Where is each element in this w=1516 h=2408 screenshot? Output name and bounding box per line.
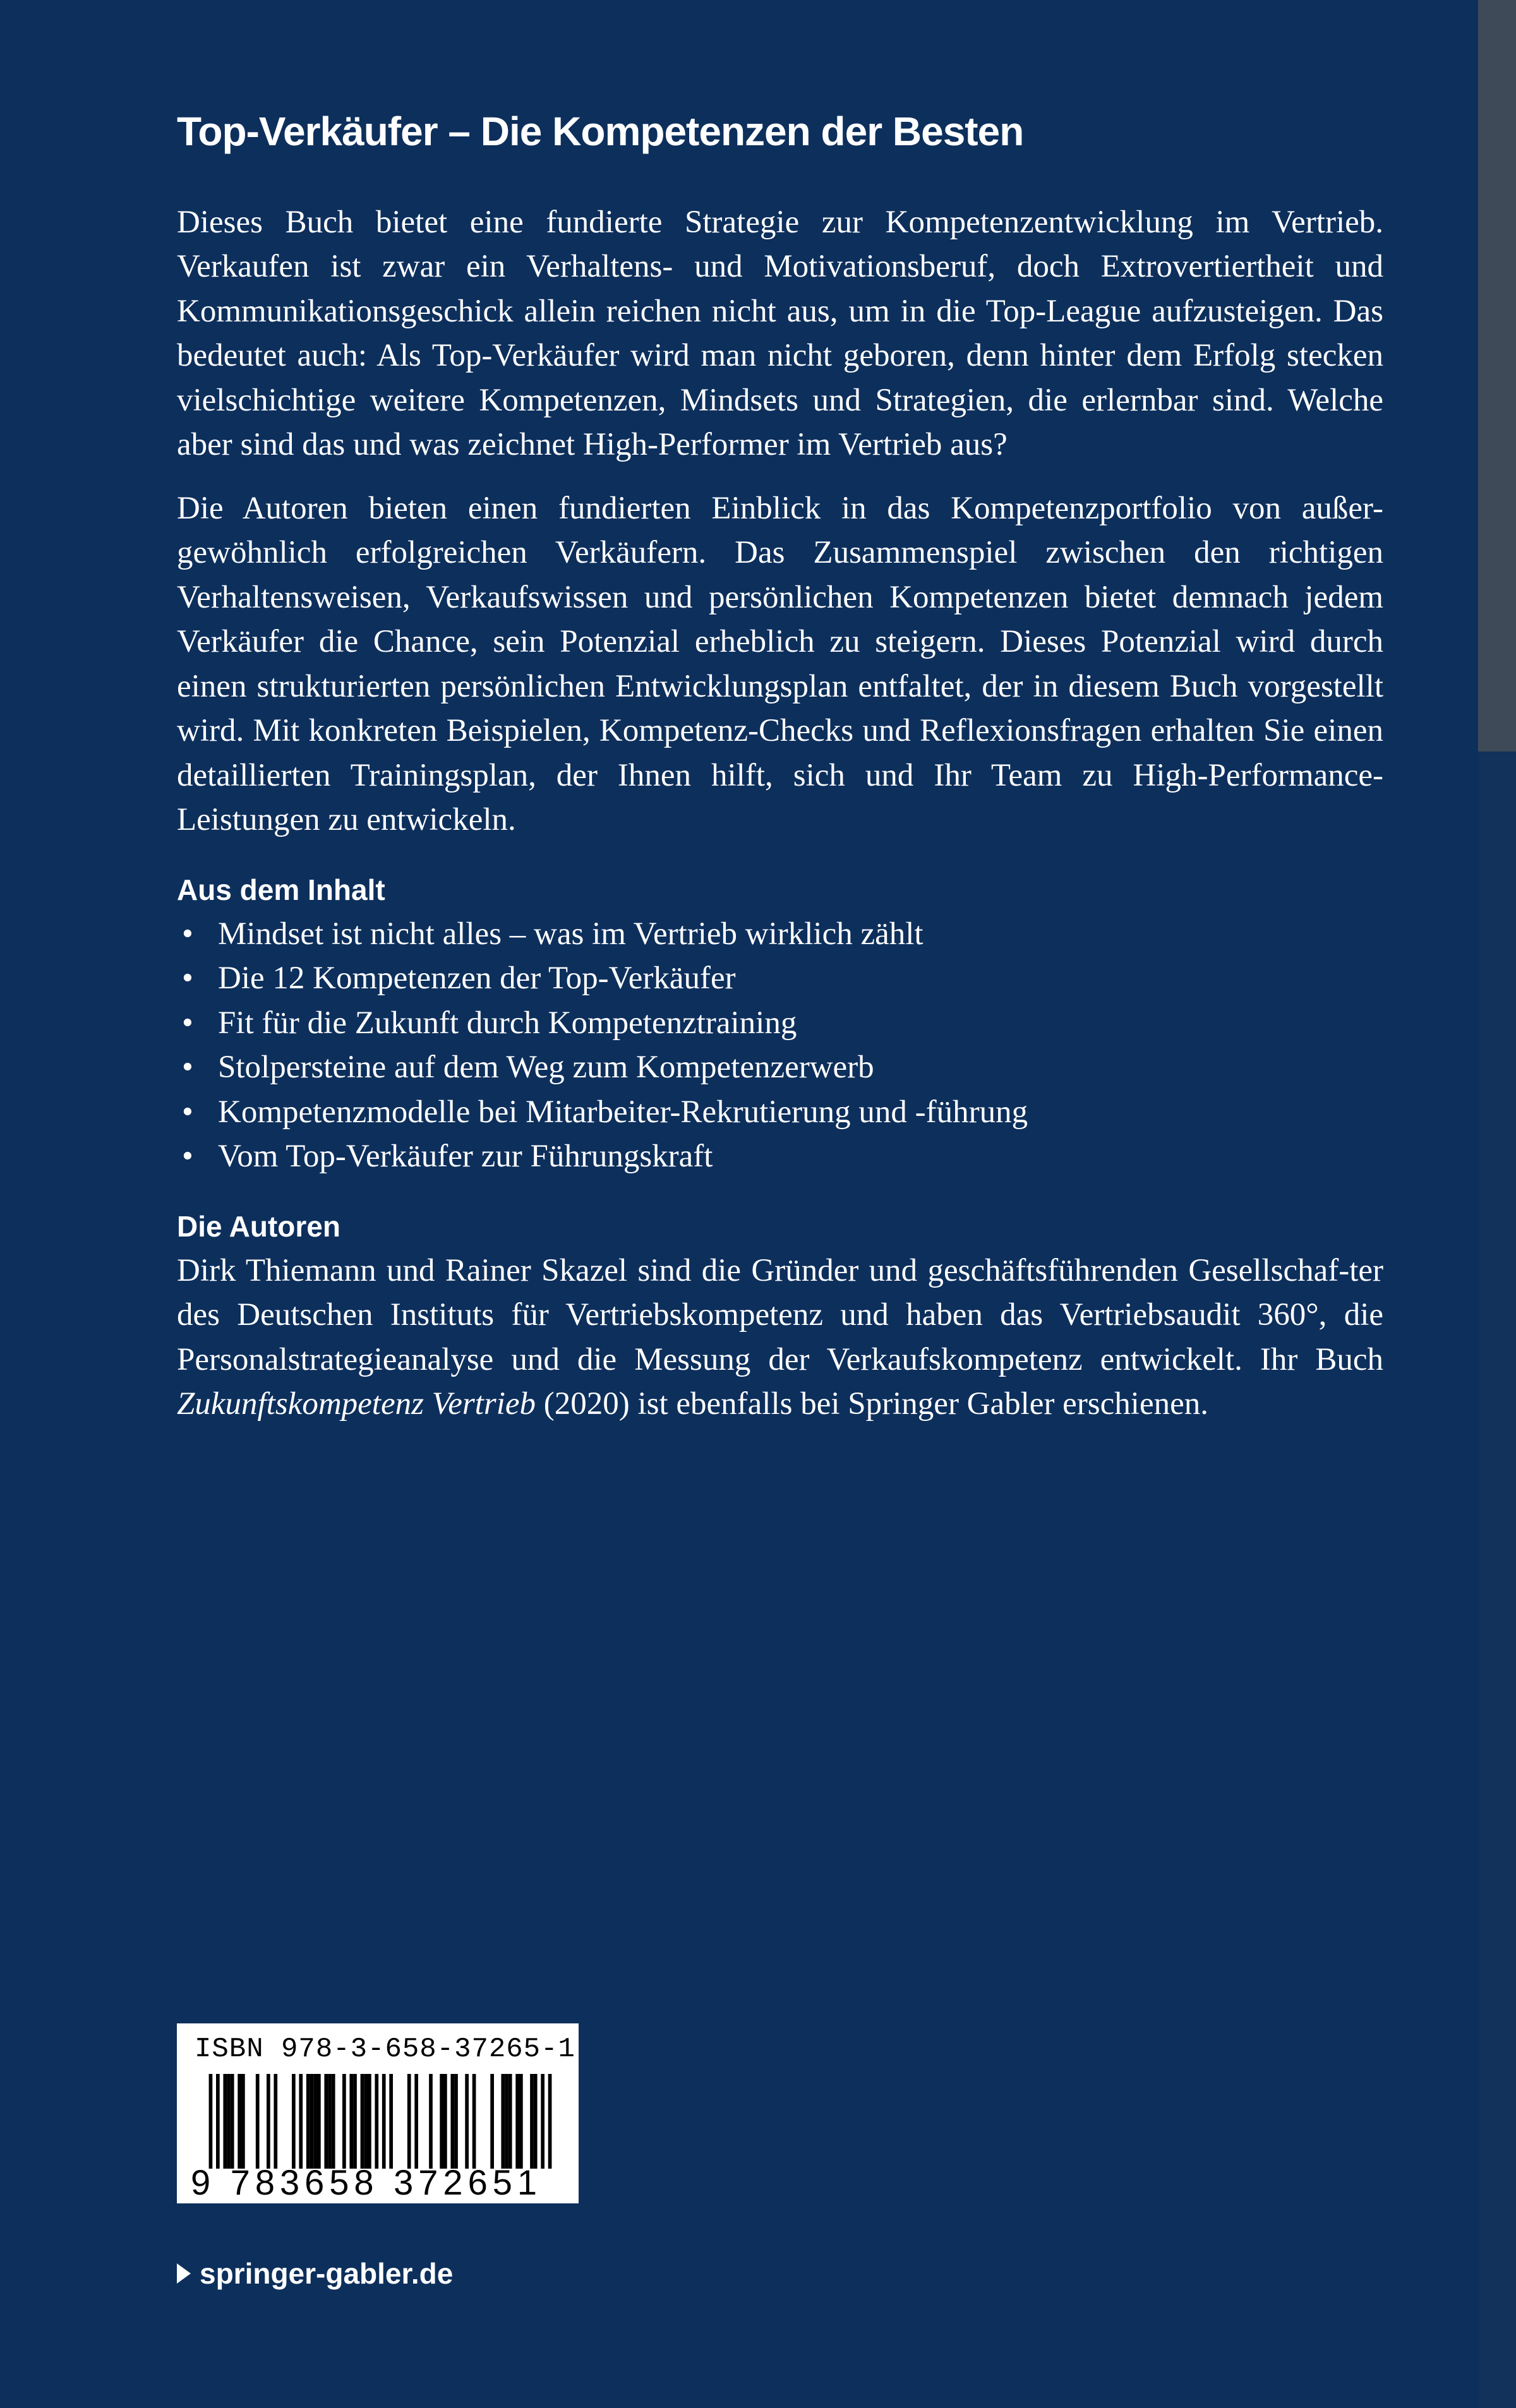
spine-edge-strip-lower	[1478, 752, 1516, 2408]
barcode-bar	[267, 2074, 270, 2169]
contents-heading: Aus dem Inhalt	[177, 873, 385, 906]
isbn-barcode-box	[177, 2023, 579, 2203]
barcode-bar	[342, 2074, 346, 2169]
barcode-bar	[209, 2074, 213, 2169]
barcode-bar	[256, 2074, 260, 2169]
barcode-bar	[530, 2074, 534, 2169]
barcode-bar	[310, 2074, 314, 2169]
barcode-bar	[317, 2074, 321, 2169]
barcode-bar	[508, 2074, 512, 2169]
intro-paragraph-2: Die Autoren bieten einen fundierten Einblick in das Kompetenzportfolio von außer-gewöhnlich erfolgreichen Verkäufern. Das Zusammenspiel zwischen den richtigen Verhaltensweisen, Verkaufswissen und persönlichen Kompetenzen bietet demnach jedem Verkäufer die Chance, sein Potenzial erheblich zu steigern. Dieses Potenzial wird durch einen strukturierten persönlichen Entwicklungsplan entfaltet, der in diesem Buch vorgestellt wird. Mit konkreten Beispielen, Kompetenz-Checks und Reflexionsfragen erhalten Sie einen detaillierten Trainingsplan, der Ihnen hilft, sich und Ihr Team zu High-Performance-Leistungen zu entwickeln.	[177, 490, 1383, 838]
barcode-bar	[241, 2074, 245, 2169]
barcode-bar	[324, 2074, 328, 2169]
barcode-bar	[465, 2074, 469, 2169]
barcode-bar	[375, 2074, 378, 2169]
barcode-bar	[292, 2074, 296, 2169]
list-item: • Kompetenzmodelle bei Mitarbeiter-Rekrutierung und -führung	[177, 1090, 1383, 1135]
barcode-bar	[306, 2074, 310, 2169]
barcode-bar	[407, 2074, 411, 2169]
barcode-bar	[382, 2074, 386, 2169]
barcode-bar	[429, 2074, 433, 2169]
list-item: • Die 12 Kompetenzen der Top-Verkäufer	[177, 956, 1383, 1001]
referenced-book-title: Zukunftskompetenz Vertrieb	[177, 1386, 536, 1422]
barcode-bar	[454, 2074, 458, 2169]
intro-paragraph-1: Dieses Buch bietet eine fundierte Strategie zur Kompetenzentwicklung im Vertrieb. Verkaufen ist zwar ein Verhaltens- und Motivationsberuf, doch Extrovertiertheit und Kommunikationsgeschick allein reichen nicht aus, um in die Top-League aufzusteigen. Das bedeutet auch: Als Top-Verkäufer wird man nicht geboren, denn hinter dem Erfolg stecken vielschichtige weitere Kompetenzen, Mindsets und Strategien, die erlernbar sind. Welche aber sind das und was zeichnet High-Performer im Vertrieb aus?	[177, 204, 1383, 463]
authors-paragraph: Dirk Thiemann und Rainer Skazel sind die Gründer und geschäftsführenden Gesellschaf-ter des Deutschen Instituts für Vertriebskompetenz und haben das Vertriebsaudit 360°, die Personalstrategieanalyse und die Messung der Verkaufskompetenz entwickelt. Ihr Buch Zukunftskompetenz Vertrieb (2020) ist ebenfalls bei Springer Gabler erschienen.	[177, 1252, 1383, 1422]
list-item: • Fit für die Zukunft durch Kompetenztraining	[177, 1001, 1383, 1046]
bullet-icon: •	[182, 1139, 193, 1175]
bullet-icon: •	[182, 1050, 193, 1086]
barcode-bar	[216, 2074, 220, 2169]
barcode-bar	[548, 2074, 552, 2169]
barcode-bar	[328, 2074, 332, 2169]
barcode-bar	[274, 2074, 277, 2169]
bullet-icon: •	[182, 1005, 193, 1041]
barcode-bar	[364, 2074, 368, 2169]
authors-heading: Die Autoren	[177, 1209, 340, 1243]
barcode-bar	[515, 2074, 519, 2169]
barcode-bar	[353, 2074, 357, 2169]
spine-edge-strip	[1478, 0, 1516, 752]
book-title: Top-Verkäufer – Die Kompetenzen der Besten	[177, 109, 1024, 154]
barcode-digits: 9 783658 372651	[191, 2162, 542, 2202]
list-item: • Stolpersteine auf dem Weg zum Kompetenzerwerb	[177, 1045, 1383, 1090]
barcode-bar	[332, 2074, 335, 2169]
bullet-icon: •	[182, 916, 193, 952]
barcode-bar	[231, 2074, 234, 2169]
barcode-icon	[191, 2074, 570, 2169]
back-cover-content	[177, 107, 1383, 1446]
publisher-url: springer-gabler.de	[200, 2257, 454, 2290]
barcode-bar	[450, 2074, 454, 2169]
barcode-bar	[238, 2074, 241, 2169]
barcode-bar	[472, 2074, 476, 2169]
barcode-bar	[501, 2074, 505, 2169]
barcode-bar	[414, 2074, 418, 2169]
bullet-icon: •	[182, 961, 193, 997]
list-item: • Mindset ist nicht alles – was im Vertrieb wirklich zählt	[177, 912, 1383, 957]
bullet-icon: •	[182, 1094, 193, 1130]
barcode-bar	[541, 2074, 544, 2169]
barcode-bar	[227, 2074, 231, 2169]
barcode-bar	[443, 2074, 447, 2169]
contents-list	[177, 912, 1383, 1179]
barcode-bar	[490, 2074, 494, 2169]
barcode-bar	[361, 2074, 364, 2169]
isbn-label: ISBN 978-3-658-37265-1	[195, 2034, 575, 2065]
barcode-bar	[519, 2074, 523, 2169]
barcode-bar	[368, 2074, 371, 2169]
barcode-bar	[505, 2074, 508, 2169]
publisher-link[interactable]	[177, 2255, 453, 2292]
barcode-bar	[313, 2074, 317, 2169]
barcode-bar	[223, 2074, 227, 2169]
barcode-bar	[389, 2074, 393, 2169]
barcode-bar	[349, 2074, 353, 2169]
barcode-bar	[299, 2074, 303, 2169]
barcode-bar	[534, 2074, 538, 2169]
arrow-right-icon	[177, 2263, 191, 2284]
list-item: • Vom Top-Verkäufer zur Führungskraft	[177, 1134, 1383, 1179]
barcode-bar	[440, 2074, 443, 2169]
